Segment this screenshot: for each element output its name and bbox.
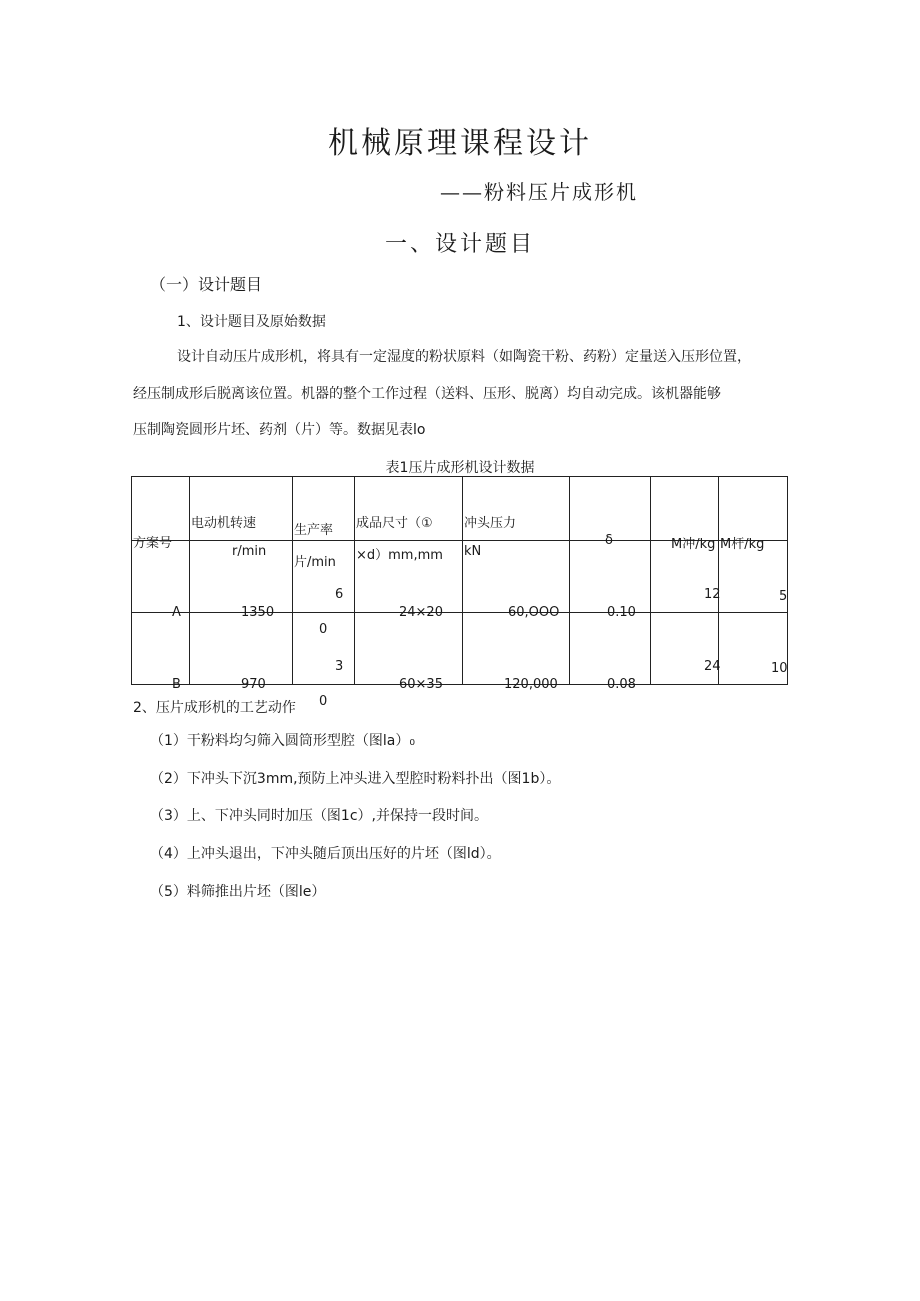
row-b-motor: 970 bbox=[241, 676, 266, 692]
header-motor-speed: 电动机转速 r/min bbox=[190, 477, 293, 541]
row-b-rate-top: 3 bbox=[335, 658, 344, 674]
subsection-heading: （一）设计题目 bbox=[150, 275, 263, 294]
process-step: （1）干粉料均匀筛入圆筒形型腔（图la）₀ bbox=[150, 733, 415, 749]
process-step: （2）下冲头下沉3mm,预防上冲头进入型腔时粉料扑出（图1b）。 bbox=[150, 771, 561, 787]
row-b-size: 60×35 bbox=[399, 676, 443, 692]
row-a-rate-top: 6 bbox=[335, 586, 344, 602]
row-a-delta: 0.10 bbox=[607, 604, 636, 620]
row-a-motor: 1350 bbox=[241, 604, 275, 620]
process-step: （3）上、下冲头同时加压（图1c）,并保持一段时间。 bbox=[150, 808, 488, 824]
row-a-pressure: 60,OOO bbox=[508, 604, 560, 620]
row-b-punch-mass: 24 bbox=[704, 658, 721, 674]
header-production-rate: 生产率 片/min bbox=[293, 477, 355, 541]
process-section-heading: 2、压片成形机的工艺动作 bbox=[133, 700, 296, 716]
row-a-scheme: Λ bbox=[172, 604, 181, 620]
header-product-size: 成品尺寸（① ×d）mm,mm bbox=[355, 477, 463, 541]
row-a-size: 24×20 bbox=[399, 604, 443, 620]
table-caption: 表1压片成形机设计数据 bbox=[385, 460, 535, 476]
header-scheme: 方案号 bbox=[132, 477, 190, 541]
header-punch-pressure: 冲头压力 kN bbox=[463, 477, 570, 541]
header-rod-mass: M杆/kg bbox=[719, 477, 788, 541]
row-b-pressure: 120,000 bbox=[504, 676, 558, 692]
table-header-row bbox=[132, 477, 788, 541]
row-a-punch-mass: 12 bbox=[704, 586, 721, 602]
row-b-delta: 0.08 bbox=[607, 676, 636, 692]
paragraph-line-1: 设计自动压片成形机，将具有一定湿度的粉状原料（如陶瓷干粉、药粉）定量送入压形位置， bbox=[177, 349, 751, 365]
table-row bbox=[132, 541, 788, 613]
paragraph-line-2: 经压制成形后脱离该位置。机器的整个工作过程（送料、压形、脱离）均自动完成。该机器能够 bbox=[133, 386, 721, 402]
document-subtitle: ——粉料压片成形机 bbox=[440, 180, 638, 204]
section-heading: 一、设计题目 bbox=[384, 232, 535, 257]
document-title: 机械原理课程设计 bbox=[328, 126, 592, 161]
row-b-rate-bottom: 0 bbox=[319, 693, 328, 709]
row-a-rod-mass: 5 bbox=[779, 588, 788, 604]
header-punch-mass: M冲/kg bbox=[651, 477, 719, 541]
header-delta: δ bbox=[570, 477, 651, 541]
table-row bbox=[132, 613, 788, 685]
process-step: （4）上冲头退出，下冲头随后顶出压好的片坯（图ld）。 bbox=[150, 846, 501, 862]
row-b-rod-mass: 10 bbox=[771, 660, 788, 676]
paragraph-line-3: 压制陶瓷圆形片坯、药剂（片）等。数据见表lo bbox=[133, 422, 426, 438]
process-step: （5）料筛推出片坯（图le） bbox=[150, 884, 326, 900]
row-b-scheme: B bbox=[172, 676, 181, 692]
row-a-rate-bottom: 0 bbox=[319, 621, 328, 637]
item-heading: 1、设计题目及原始数据 bbox=[177, 314, 326, 330]
